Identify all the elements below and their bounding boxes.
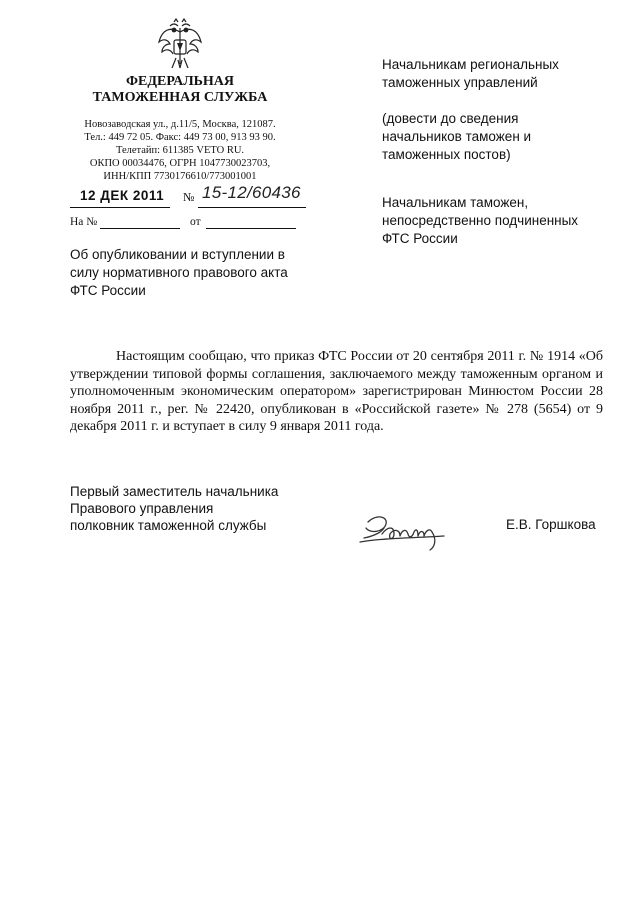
addressee-2-line-1: Начальникам таможен,	[382, 195, 529, 210]
signer-name: Е.В. Горшкова	[506, 517, 596, 532]
coat-of-arms-icon	[156, 18, 204, 70]
contact-okpo: ОКПО 00034476, ОГРН 1047730023703,	[89, 158, 271, 169]
subject-line-2: силу нормативного правового акта	[70, 265, 288, 280]
ref-number-label: На №	[70, 216, 98, 228]
letter-body	[70, 348, 603, 436]
addressees	[382, 56, 622, 248]
ref-number-blank	[100, 228, 180, 229]
org-line-1: ФЕДЕРАЛЬНАЯ	[125, 74, 234, 89]
addressee-1-line-1: Начальникам региональных	[382, 57, 559, 72]
registration-date: 12 ДЕК 2011	[80, 188, 165, 203]
ref-date-blank	[206, 228, 296, 229]
number-sign: №	[183, 190, 195, 204]
org-line-2: ТАМОЖЕННАЯ СЛУЖБА	[92, 90, 268, 105]
registration-line	[70, 183, 310, 208]
letter-subject	[70, 246, 310, 300]
signer-position-line-1: Первый заместитель начальника	[70, 484, 279, 499]
contact-inn: ИНН/КПП 7730176610/773001001	[103, 171, 257, 182]
addressee-note-line-3: таможенных постов)	[382, 147, 511, 162]
signer-position-line-3: полковник таможенной службы	[70, 518, 267, 533]
addressee-2-line-2: непосредственно подчиненных	[382, 213, 579, 228]
reference-line	[70, 216, 310, 232]
contact-address: Новозаводская ул., д.11/5, Москва, 121087.	[84, 119, 276, 130]
body-paragraph: Настоящим сообщаю, что приказ ФТС России от 20 сентября 2011 г. № 1914 «Об утверждении типовой формы соглашения, заключаемого между таможенным органом и уполномоченным экономическим оператором» зарегистрирован Минюстом России 28 ноября 2011 г., рег. № 22420, опубликован в «Российской газете» № 278 (5654) от 9 декабря 2011 г. и вступает в силу 9 января 2011 года.	[70, 349, 603, 434]
addressee-note-line-1: (довести до сведения	[382, 111, 519, 126]
contact-teletype: Телетайп: 611385 VETO RU.	[115, 145, 245, 156]
signer-position-line-2: Правового управления	[70, 501, 214, 516]
addressee-note-line-2: начальников таможен и	[382, 129, 532, 144]
addressee-2-line-3: ФТС России	[382, 231, 458, 246]
date-underline	[70, 207, 170, 208]
registration-number: 15-12/60436	[202, 183, 301, 202]
contact-details	[70, 118, 290, 183]
ref-date-label: от	[190, 216, 201, 228]
subject-line-3: ФТС России	[70, 283, 146, 298]
number-underline	[198, 207, 306, 208]
signer-position	[70, 483, 330, 534]
addressee-1-line-2: таможенных управлений	[382, 75, 538, 90]
subject-line-1: Об опубликовании и вступлении в	[70, 247, 285, 262]
organization-name	[70, 74, 290, 106]
contact-phone: Тел.: 449 72 05. Факс: 449 73 00, 913 93 90.	[84, 132, 276, 143]
handwritten-signature	[354, 508, 454, 554]
